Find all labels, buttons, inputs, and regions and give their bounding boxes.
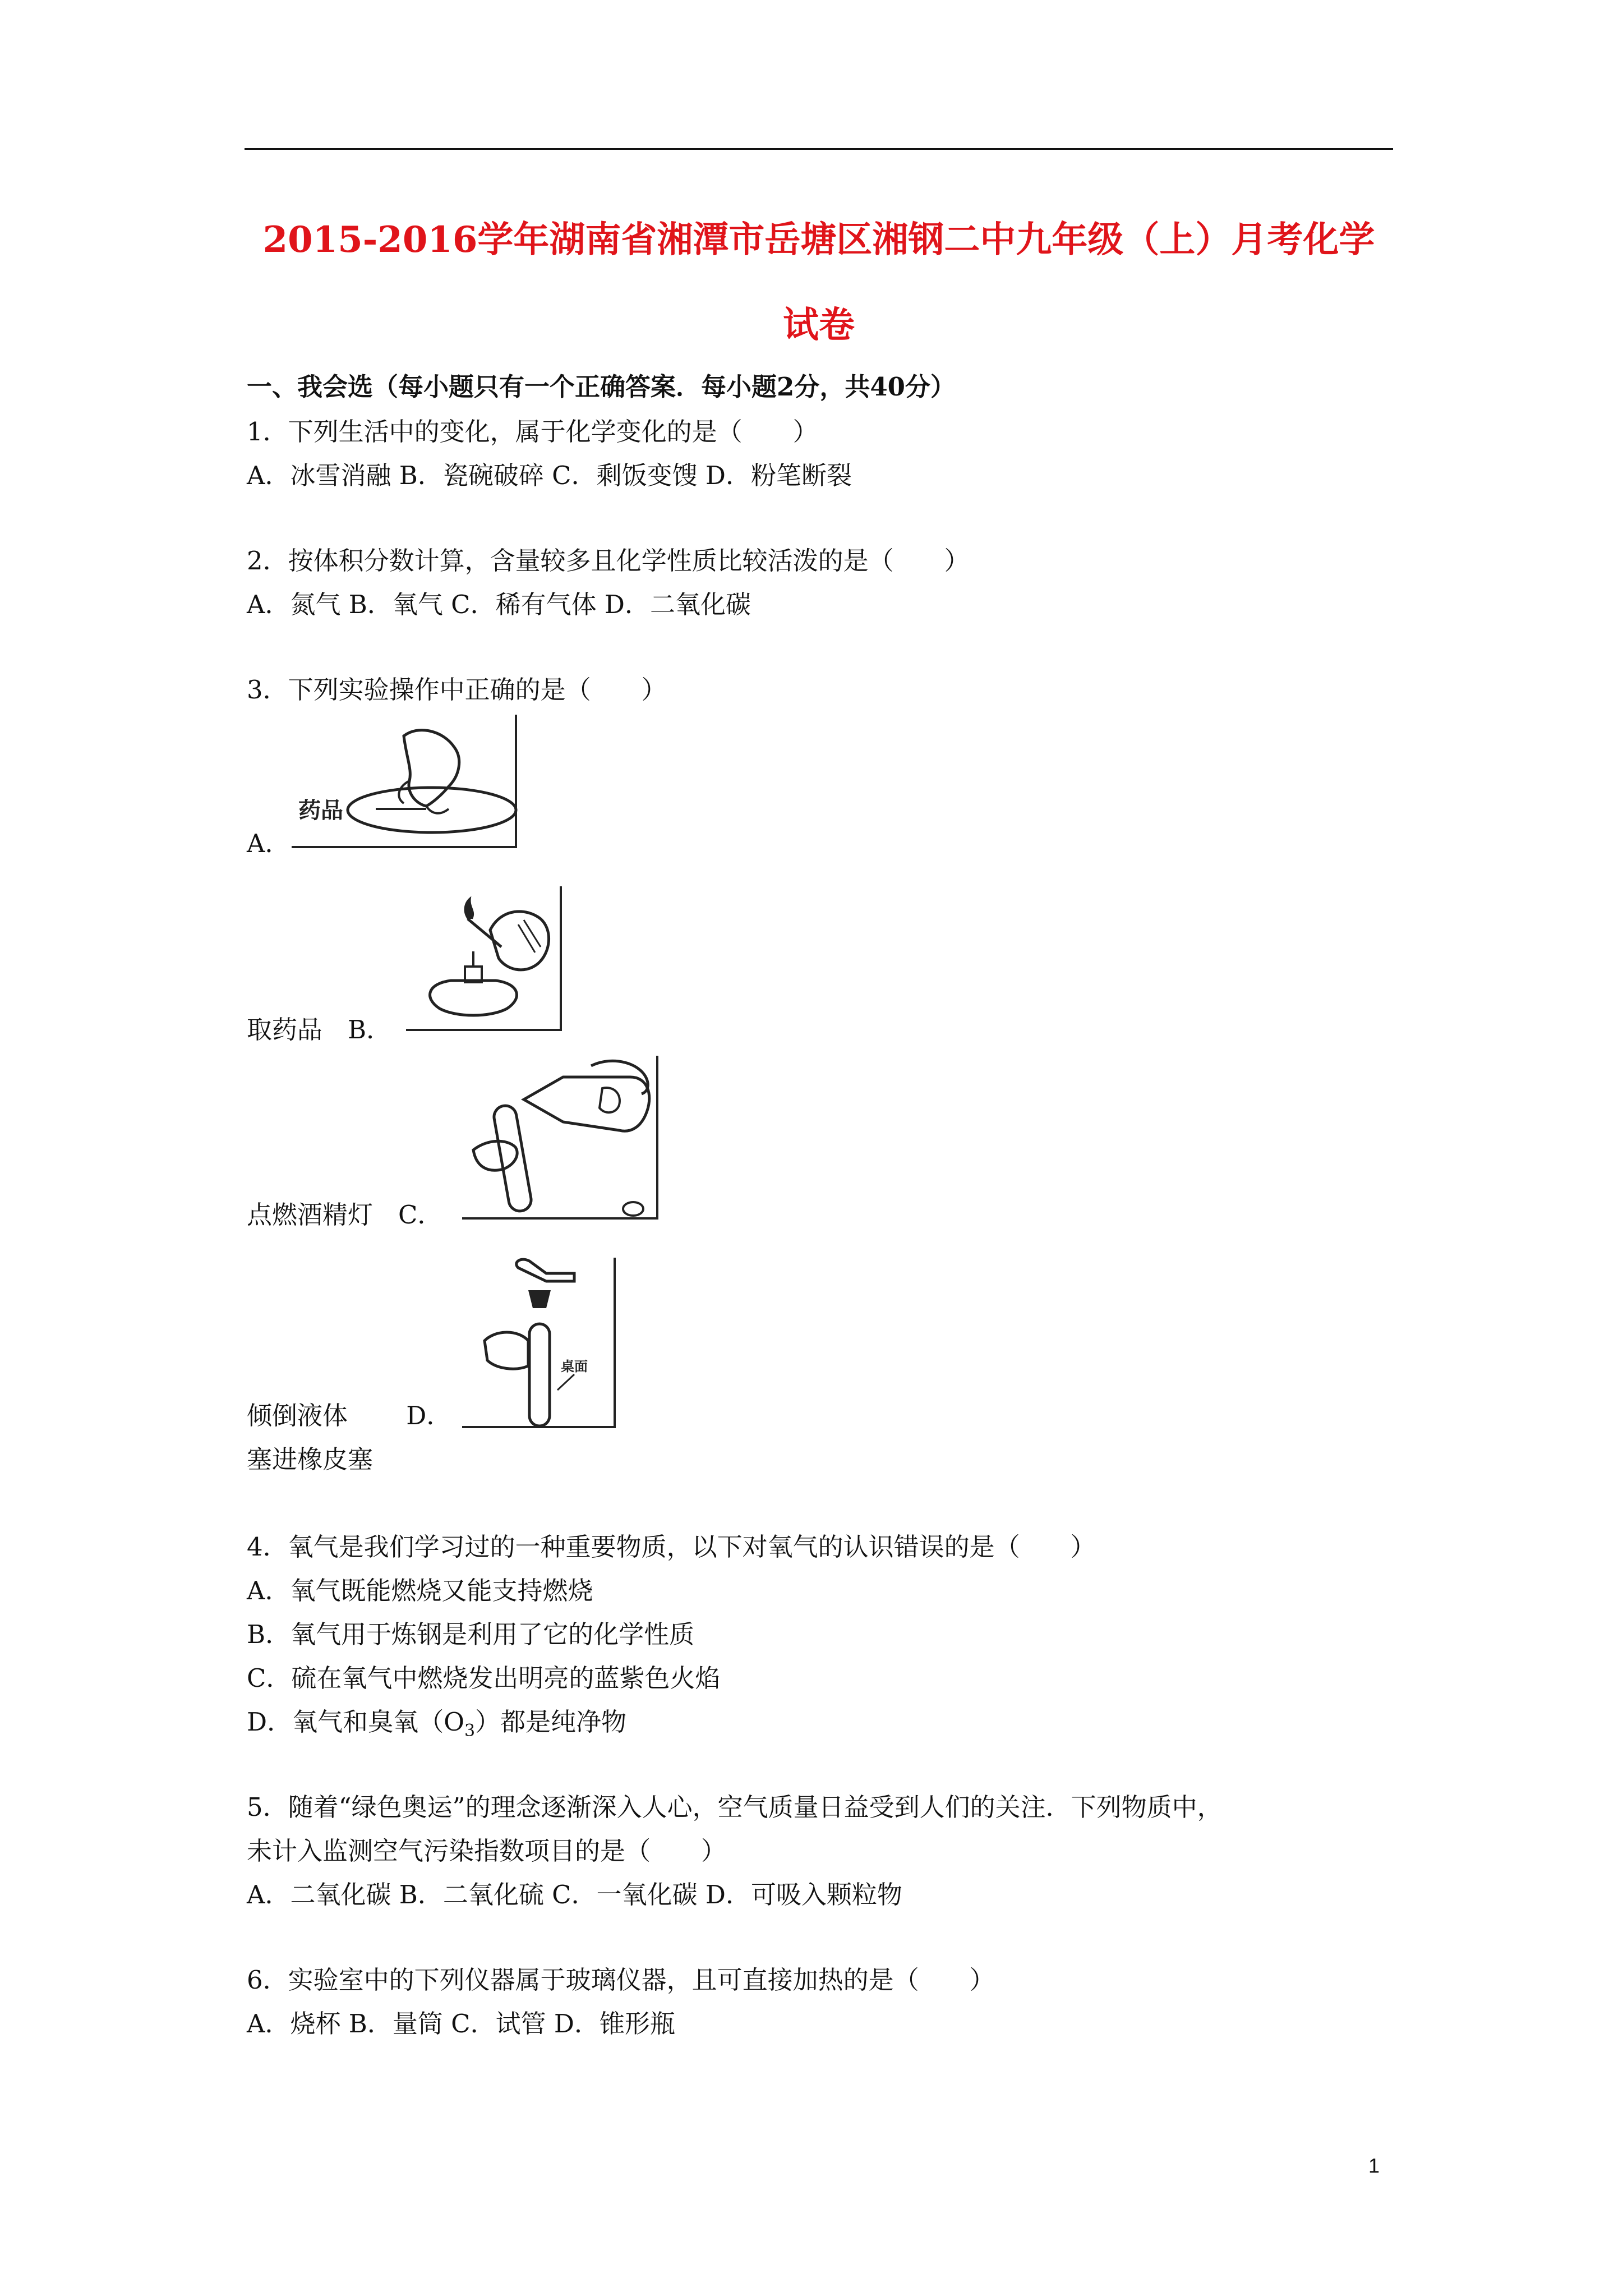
fig-a-label: 药品 <box>298 798 343 823</box>
q4-option-d <box>247 1705 626 1748</box>
header-rule <box>245 148 1393 150</box>
q3-caption-b-option-c: 点燃酒精灯 C． <box>247 1200 443 1230</box>
q5-stem-line2: 未计入监测空气污染指数项目的是（ ） <box>247 1836 727 1866</box>
q3-caption-d: 塞进橡皮塞 <box>247 1444 374 1474</box>
q3-figure-a <box>292 714 518 849</box>
q4-option-a: A．氧气既能燃烧又能支持燃烧 <box>247 1576 593 1605</box>
q4-option-b: B．氧气用于炼钢是利用了它的化学性质 <box>247 1619 695 1649</box>
q1-stem: 1．下列生活中的变化，属于化学变化的是（ ） <box>247 417 818 447</box>
q2-stem: 2．按体积分数计算，含量较多且化学性质比较活泼的是（ ） <box>247 546 970 576</box>
q3-stem: 3．下列实验操作中正确的是（ ） <box>247 675 667 705</box>
q4-option-d-pre: D．氧气和臭氧（O <box>247 1707 464 1737</box>
q4-option-d-post: ）都是纯净物 <box>475 1707 627 1737</box>
page-number: 1 <box>1368 2154 1380 2177</box>
q3-figure-b <box>406 885 563 1032</box>
q5-stem-line1: 5．随着“绿色奥运”的理念逐渐深入人心，空气质量日益受到人们的关注．下列物质中， <box>247 1792 1223 1822</box>
q2-options: A．氮气 B．氧气 C．稀有气体 D．二氧化碳 <box>247 590 751 619</box>
q3-caption-a-option-b: 取药品 B． <box>247 1015 392 1045</box>
exam-title-line2: 试卷 <box>783 304 855 346</box>
q4-option-d-subscript: 3 <box>464 1721 476 1741</box>
q3-caption-c-option-d: 倾倒液体 D． <box>247 1401 452 1430</box>
q3-figure-c <box>462 1055 660 1221</box>
q6-stem: 6．实验室中的下列仪器属于玻璃仪器，且可直接加热的是（ ） <box>247 1965 995 1995</box>
q4-stem: 4．氧气是我们学习过的一种重要物质，以下对氧气的认识错误的是（ ） <box>247 1532 1096 1562</box>
section-heading: 一、我会选（每小题只有一个正确答案．每小题2分，共40分） <box>247 372 956 402</box>
exam-title-line1: 2015-2016学年湖南省湘潭市岳塘区湘钢二中九年级（上）月考化学 <box>262 219 1375 261</box>
q4-option-c: C．硫在氧气中燃烧发出明亮的蓝紫色火焰 <box>247 1663 721 1693</box>
fig-d-label: 桌面 <box>561 1359 588 1374</box>
q6-options: A．烧杯 B．量筒 C．试管 D．锥形瓶 <box>247 2009 675 2039</box>
q3-figure-d <box>462 1257 617 1429</box>
q3-option-a: A． <box>247 829 291 858</box>
q5-options: A．二氧化碳 B．二氧化硫 C．一氧化碳 D．可吸入颗粒物 <box>247 1880 902 1910</box>
q1-options: A．冰雪消融 B．瓷碗破碎 C．剩饭变馊 D．粉笔断裂 <box>247 461 852 490</box>
